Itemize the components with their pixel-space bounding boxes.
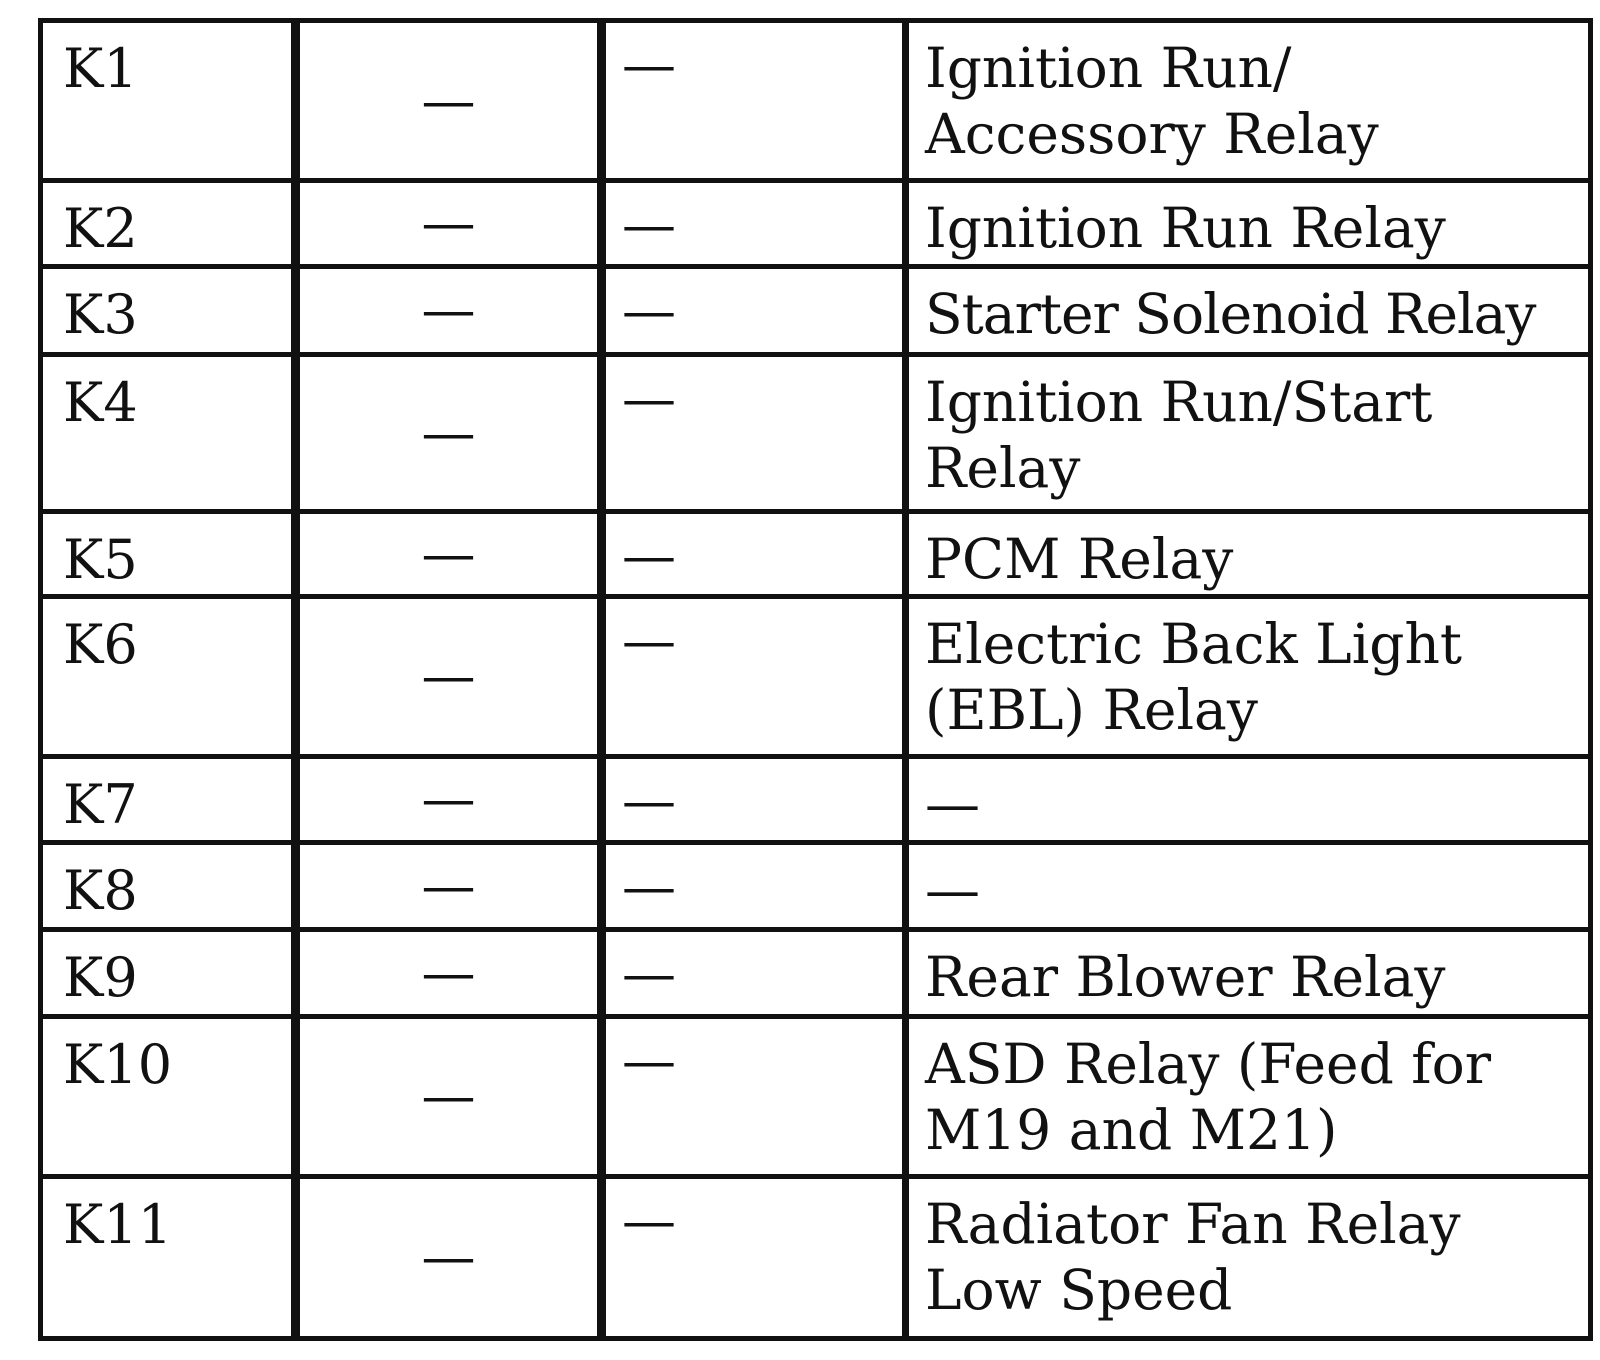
relay-description: Starter Solenoid Relay <box>906 266 1591 354</box>
relay-col2: — <box>296 842 602 929</box>
table-row <box>41 1176 1591 1338</box>
relay-col2: — <box>296 1176 602 1338</box>
relay-description: ASD Relay (Feed for M19 and M21) <box>906 1017 1591 1176</box>
table-row <box>41 930 1591 1017</box>
relay-col2: — <box>296 756 602 842</box>
relay-col2: — <box>296 266 602 354</box>
relay-col3: — <box>602 512 906 597</box>
table-row <box>41 266 1591 354</box>
relay-col3: — <box>602 1017 906 1176</box>
table-row <box>41 1017 1591 1176</box>
relay-description: Rear Blower Relay <box>906 930 1591 1017</box>
relay-col3: — <box>602 842 906 929</box>
relay-description: Ignition Run/ Accessory Relay <box>906 21 1591 181</box>
relay-col2: — <box>296 930 602 1017</box>
relay-id: K6 <box>41 597 296 756</box>
relay-description: PCM Relay <box>906 512 1591 597</box>
table-row <box>41 512 1591 597</box>
relay-col3: — <box>602 266 906 354</box>
table-row <box>41 21 1591 181</box>
relay-col2: — <box>296 181 602 266</box>
relay-col3: — <box>602 597 906 756</box>
relay-col3: — <box>602 930 906 1017</box>
relay-col2: — <box>296 597 602 756</box>
relay-col2: — <box>296 1017 602 1176</box>
relay-col2: — <box>296 354 602 511</box>
relay-id: K9 <box>41 930 296 1017</box>
relay-table <box>38 18 1593 1341</box>
table-row <box>41 354 1591 511</box>
relay-id: K3 <box>41 266 296 354</box>
relay-id: K4 <box>41 354 296 511</box>
relay-col3: — <box>602 1176 906 1338</box>
relay-col3: — <box>602 181 906 266</box>
relay-description: Electric Back Light (EBL) Relay <box>906 597 1591 756</box>
relay-col3: — <box>602 354 906 511</box>
relay-description: — <box>906 756 1591 842</box>
relay-id: K5 <box>41 512 296 597</box>
relay-description: Ignition Run/Start Relay <box>906 354 1591 511</box>
relay-id: K2 <box>41 181 296 266</box>
relay-col2: — <box>296 21 602 181</box>
relay-col3: — <box>602 21 906 181</box>
relay-description: Ignition Run Relay <box>906 181 1591 266</box>
relay-id: K7 <box>41 756 296 842</box>
relay-col3: — <box>602 756 906 842</box>
relay-id: K11 <box>41 1176 296 1338</box>
table-row <box>41 842 1591 929</box>
relay-description: — <box>906 842 1591 929</box>
table-row <box>41 756 1591 842</box>
relay-description: Radiator Fan Relay Low Speed <box>906 1176 1591 1338</box>
table-row <box>41 181 1591 266</box>
relay-id: K10 <box>41 1017 296 1176</box>
relay-id: K1 <box>41 21 296 181</box>
relay-id: K8 <box>41 842 296 929</box>
relay-col2: — <box>296 512 602 597</box>
table-row <box>41 597 1591 756</box>
